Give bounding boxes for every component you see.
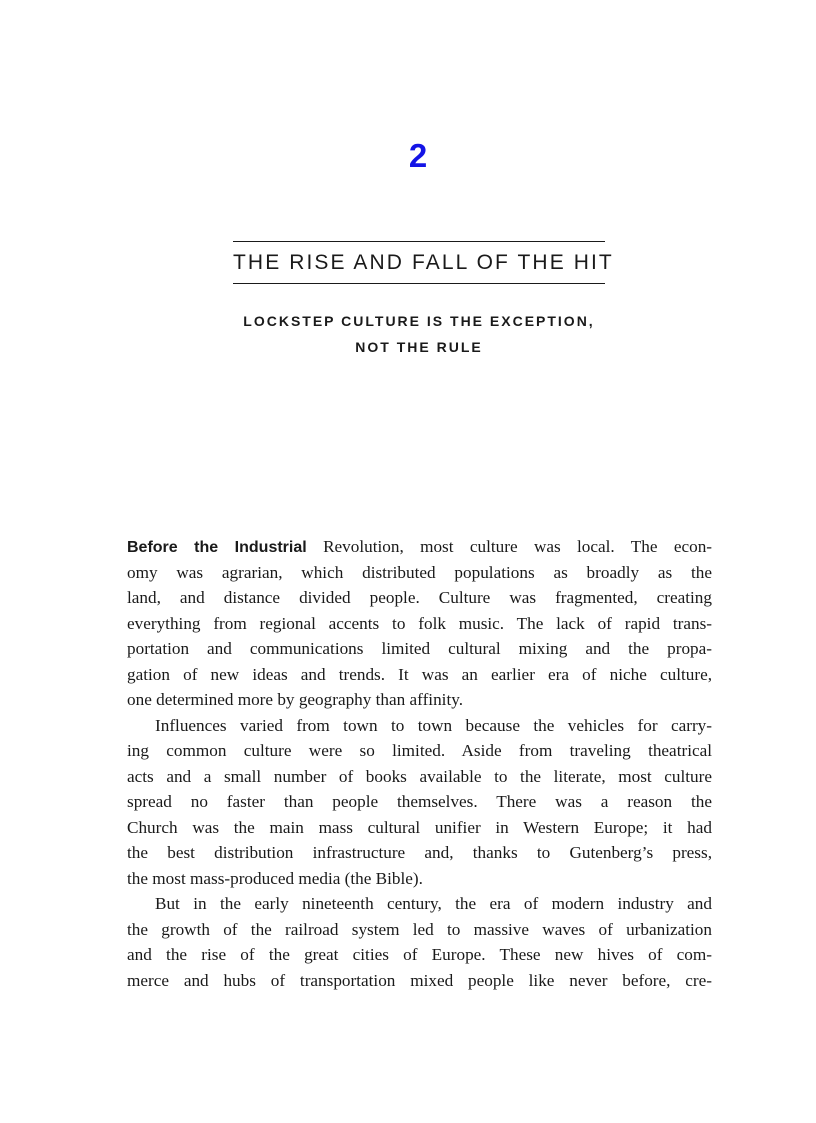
chapter-subtitle-line-1: LOCKSTEP CULTURE IS THE EXCEPTION, (243, 313, 595, 329)
body-line: ing common culture were so limited. Aside from traveling theatrical (127, 741, 712, 760)
chapter-number: 2 (408, 137, 428, 174)
chapter-title-block (233, 241, 614, 284)
body-text (127, 534, 712, 993)
body-line: omy was agrarian, which distributed populations as broadly as the (127, 562, 712, 582)
chapter-title: THE RISE AND FALL OF THE HIT (233, 251, 614, 274)
body-line: the best distribution infrastructure and, thanks to Gutenberg’s press, (127, 843, 712, 862)
body-line-text: Revolution, most culture was local. The econ- (323, 537, 713, 556)
chapter-subtitle-line-2: NOT THE RULE (355, 339, 483, 355)
lead-in: Before the Industrial (127, 539, 307, 556)
body-line: Church was the main mass cultural unifier in Western Europe; it had (127, 817, 712, 837)
body-line: spread no faster than people themselves. There was a reason the (127, 792, 712, 811)
body-line: Influences varied from town to town because the vehicles for carry- (155, 715, 712, 735)
body-line: acts and a small number of books available to the literate, most culture (127, 766, 712, 786)
body-line: one determined more by geography than affinity. (127, 690, 464, 709)
body-line: the growth of the railroad system led to massive waves of urbanization (127, 919, 712, 939)
body-line: portation and communications limited cultural mixing and the propa- (127, 639, 712, 658)
body-line: everything from regional accents to folk music. The lack of rapid trans- (127, 613, 712, 633)
body-line (127, 534, 712, 560)
body-line: But in the early nineteenth century, the era of modern industry and (155, 894, 712, 913)
body-line: the most mass-produced media (the Bible). (127, 868, 423, 888)
body-line: and the rise of the great cities of Europe. These new hives of com- (127, 945, 712, 964)
body-line: merce and hubs of transportation mixed people like never before, cre- (127, 970, 712, 990)
body-line: land, and distance divided people. Culture was fragmented, creating (127, 588, 712, 607)
body-line: gation of new ideas and trends. It was an earlier era of niche culture, (127, 664, 712, 684)
